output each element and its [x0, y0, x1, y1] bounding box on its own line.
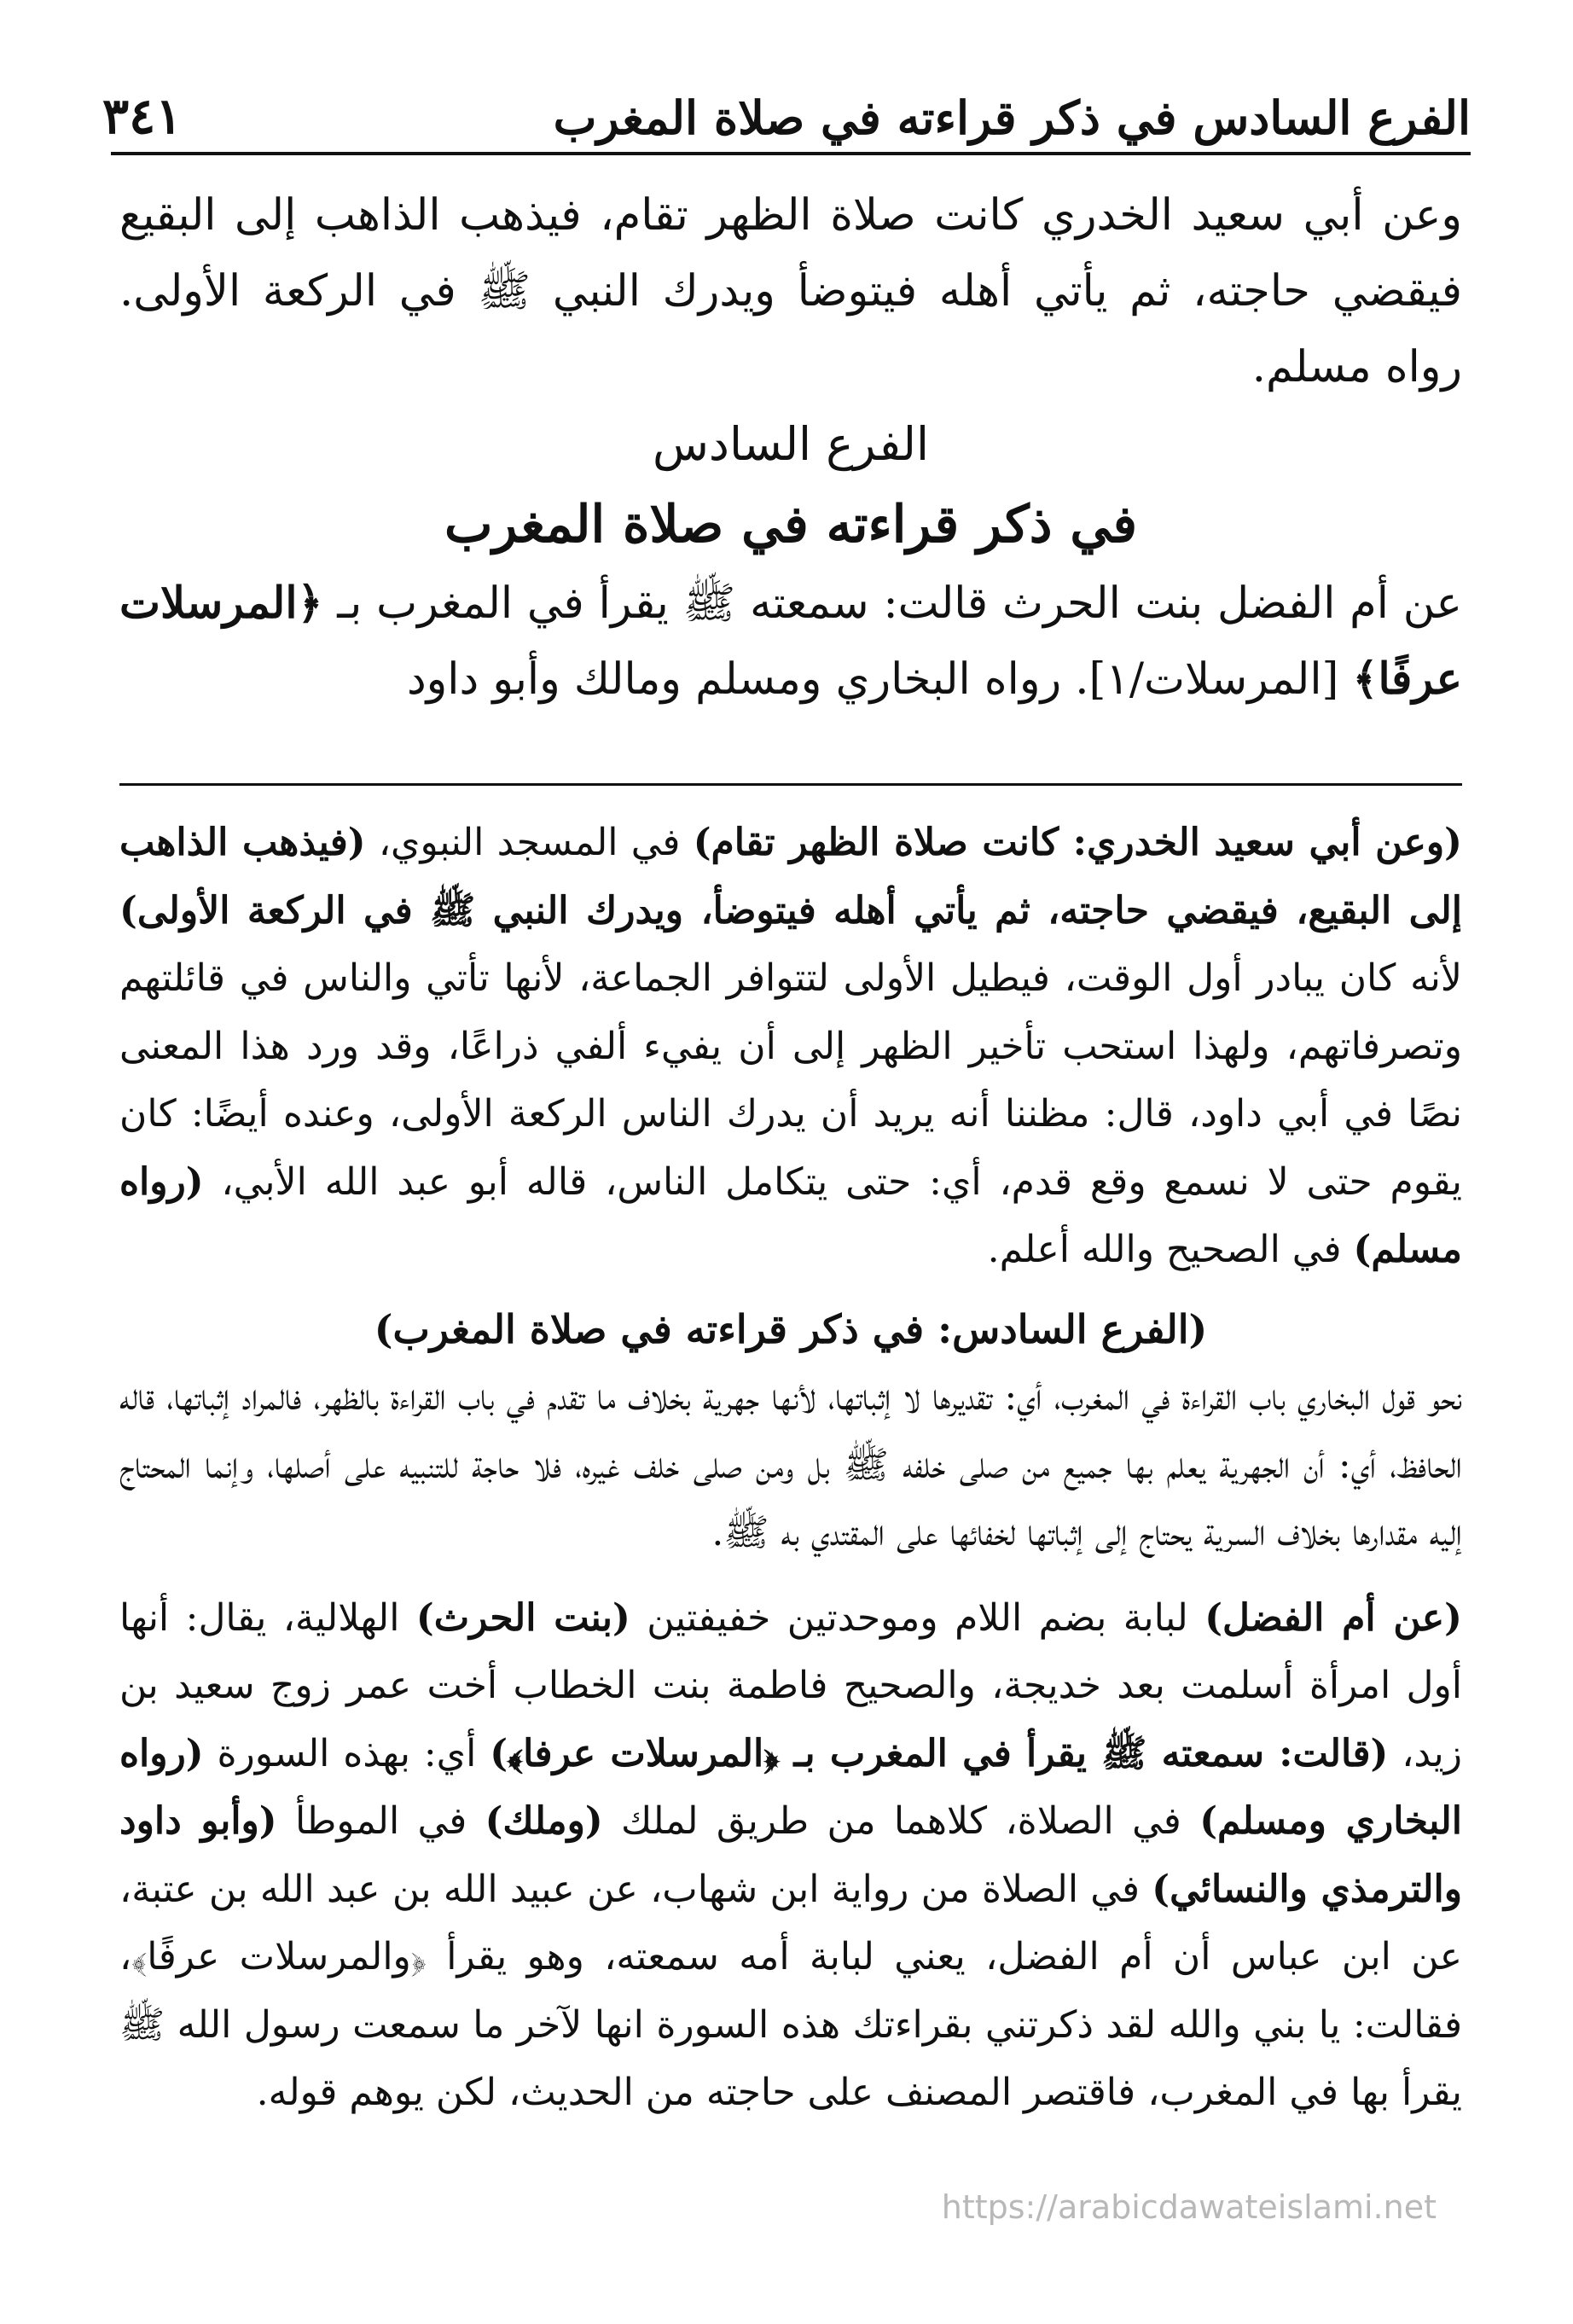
commentary-text: في الصلاة، كلاهما من طريق لملك: [602, 1799, 1200, 1843]
header-rule: [111, 152, 1471, 155]
commentary-text: في الصحيح والله أعلم.: [987, 1228, 1354, 1271]
commentary-text: في المسجد النبوي،: [365, 821, 694, 864]
hadith-abu-said: وعن أبي سعيد الخدري كانت صلاة الظهر تقام، فيذهب الذاهب إلى البقيع فيقضي حاجته، ثم يأتي أهله فيتوضأ ويدرك النبي ﷺ في الركعة الأولى. رواه مسلم.: [119, 190, 1462, 392]
running-title: الفرع السادس في ذكر قراءته في صلاة المغرب: [553, 90, 1471, 145]
commentary-paragraph: [119, 809, 1462, 1284]
commentary-text: في الموطأ: [276, 1799, 485, 1843]
section-heading: الفرع السادس: [653, 417, 929, 471]
section-title: في ذكر قراءته في صلاة المغرب: [444, 495, 1138, 555]
matn-quote: (رواه مسلم): [119, 1159, 1462, 1271]
page-header: [102, 77, 1471, 145]
matn-quote: (وملك): [485, 1799, 603, 1843]
matn-quote: (قالت: سمعته ﷺ يقرأ في المغرب بـ ﴿المرسلات عرفا﴾): [490, 1731, 1389, 1775]
commentary-paragraph: نحو قول البخاري باب القراءة في المغرب، أي: تقديرها لا إثباتها، لأنها جهرية بخلاف ما تقدم في باب القراءة بالظهر، فالمراد إثباتها، قاله الحافظ، أي: أن الجهرية يعلم بها جميع من صلى خلفه ﷺ بل ومن صلى خلف غيره، فلا حاجة للتنبيه على أصلها، وإنما المحتاج إليه مقدارها بخلاف السرية يحتاج إلى إثباتها لخفائها على المقتدي به ﷺ.: [119, 1375, 1462, 1554]
commentary: [119, 809, 1462, 2127]
commentary-text: الهلالية، يقال: أنها أول امرأة أسلمت بعد خديجة، والصحيح فاطمة بنت الخطاب أخت عمر زوج سعيد بن زيد،: [119, 1595, 1462, 1775]
quran-quote: ﴿المرسلات عرفًا﴾: [119, 578, 1462, 705]
main-text: [119, 177, 1462, 718]
matn-quote: (عن أم الفضل): [1204, 1595, 1462, 1640]
commentary-text: في الصلاة من رواية ابن شهاب، عن عبيد الله بن عبد الله بن عتبة، عن ابن عباس أن أم الفضل، يعني لبابة أمه سمعته، وهو يقرأ ﴿والمرسلات عرفًا﴾، فقالت: يا بني والله لقد ذكرتني بقراءتك هذه السورة انها لآخر ما سمعت رسول الله ﷺ يقرأ بها في المغرب، فاقتصر المصنف على حاجته من الحديث، لكن يوهم قوله.: [119, 1867, 1462, 2114]
matn-quote: (بنت الحرث): [415, 1595, 630, 1640]
hadith-source: [المرسلات/١]. رواه البخاري ومسلم ومالك وأبو داود: [406, 654, 1353, 705]
matn-quote: (وعن أبي سعيد الخدري: كانت صلاة الظهر تقام): [693, 821, 1462, 864]
commentary-text: لأنه كان يبادر أول الوقت، فيطيل الأولى لتتوافر الجماعة، لأنها تأتي والناس في قائلتهم وتصرفاتهم، ولهذا استحب تأخير الظهر إلى أن يفيء ألفي ذراعًا، وقد ورد هذا المعنى نصًا في أبي داود، قال: مظننا أنه يريد أن يدرك الناس الركعة الأولى، وعنده أيضًا: كان يقوم حتى لا نسمع وقع قدم، أي: حتى يتكامل الناس، قاله أبو عبد الله الأبي،: [119, 956, 1462, 1204]
commentary-paragraph: [119, 1584, 1462, 2127]
matn-quote: (وأبو داود والترمذي والنسائي): [119, 1799, 1462, 1911]
footnote-divider: [119, 783, 1462, 786]
page-number: ٣٤١: [102, 87, 183, 145]
commentary-heading: (الفرع السادس: في ذكر قراءته في صلاة المغرب): [374, 1305, 1208, 1352]
hadith-umm-fadl: [119, 566, 1462, 718]
commentary-text: أي: بهذه السورة: [203, 1731, 490, 1775]
commentary-text: لبابة بضم اللام وموحدتين خفيفتين: [630, 1595, 1205, 1640]
site-watermark: https://arabicdawateislami.net: [941, 2188, 1437, 2226]
matn-quote: (رواه البخاري ومسلم): [119, 1731, 1463, 1843]
matn-quote: (فيذهب الذاهب إلى البقيع، فيقضي حاجته، ثم يأتي أهله فيتوضأ، ويدرك النبي ﷺ في الركعة الأولى): [119, 821, 1462, 933]
hadith-text: عن أم الفضل بنت الحرث قالت: سمعته ﷺ يقرأ في المغرب بـ: [322, 578, 1462, 629]
